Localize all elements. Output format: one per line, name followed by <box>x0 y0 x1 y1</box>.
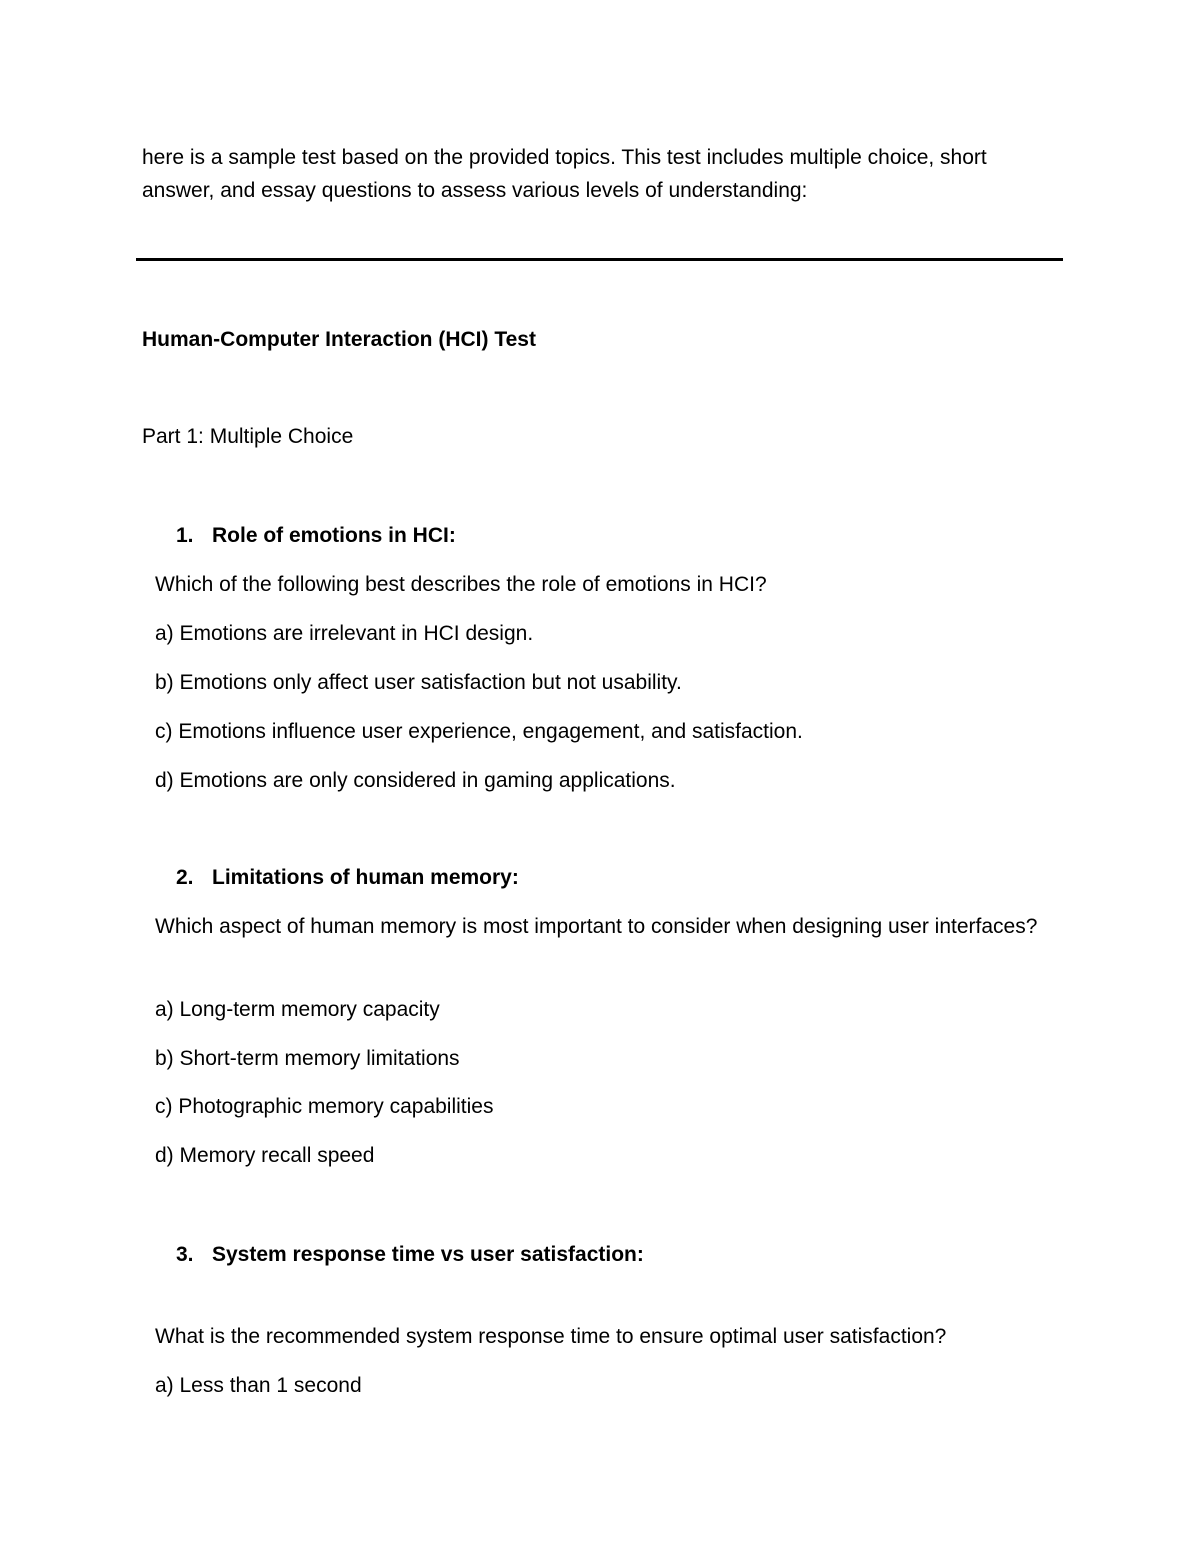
question-heading <box>176 522 456 550</box>
answer-option: b) Emotions only affect user satisfaction but not usability. <box>155 671 682 694</box>
answer-option: a) Emotions are irrelevant in HCI design. <box>155 622 534 645</box>
question-title: System response time vs user satisfaction: <box>212 1243 644 1266</box>
question-title: Role of emotions in HCI: <box>212 524 456 547</box>
question-heading <box>176 864 519 892</box>
answer-option: c) Emotions influence user experience, engagement, and satisfaction. <box>155 720 803 743</box>
answer-option: a) Long-term memory capacity <box>155 998 440 1021</box>
test-title: Human-Computer Interaction (HCI) Test <box>142 328 536 351</box>
answer-option: a) Less than 1 second <box>155 1374 362 1397</box>
intro-paragraph: here is a sample test based on the provided topics. This test includes multiple choice, short answer, and essay questions to assess various levels of understanding: <box>142 146 987 202</box>
question-heading <box>176 1241 644 1269</box>
horizontal-rule <box>136 258 1063 261</box>
question-prompt: Which aspect of human memory is most important to consider when designing user interfaces? <box>155 915 1038 938</box>
part-heading: Part 1: Multiple Choice <box>142 425 354 448</box>
question-prompt: What is the recommended system response time to ensure optimal user satisfaction? <box>155 1325 947 1348</box>
answer-option: d) Emotions are only considered in gaming applications. <box>155 769 676 792</box>
question-number: 1. <box>176 524 194 547</box>
question-number: 2. <box>176 866 194 889</box>
answer-option: c) Photographic memory capabilities <box>155 1095 494 1118</box>
question-prompt: Which of the following best describes the role of emotions in HCI? <box>155 573 767 596</box>
question-title: Limitations of human memory: <box>212 866 519 889</box>
answer-option: b) Short-term memory limitations <box>155 1047 460 1070</box>
question-number: 3. <box>176 1243 194 1266</box>
answer-option: d) Memory recall speed <box>155 1144 375 1167</box>
